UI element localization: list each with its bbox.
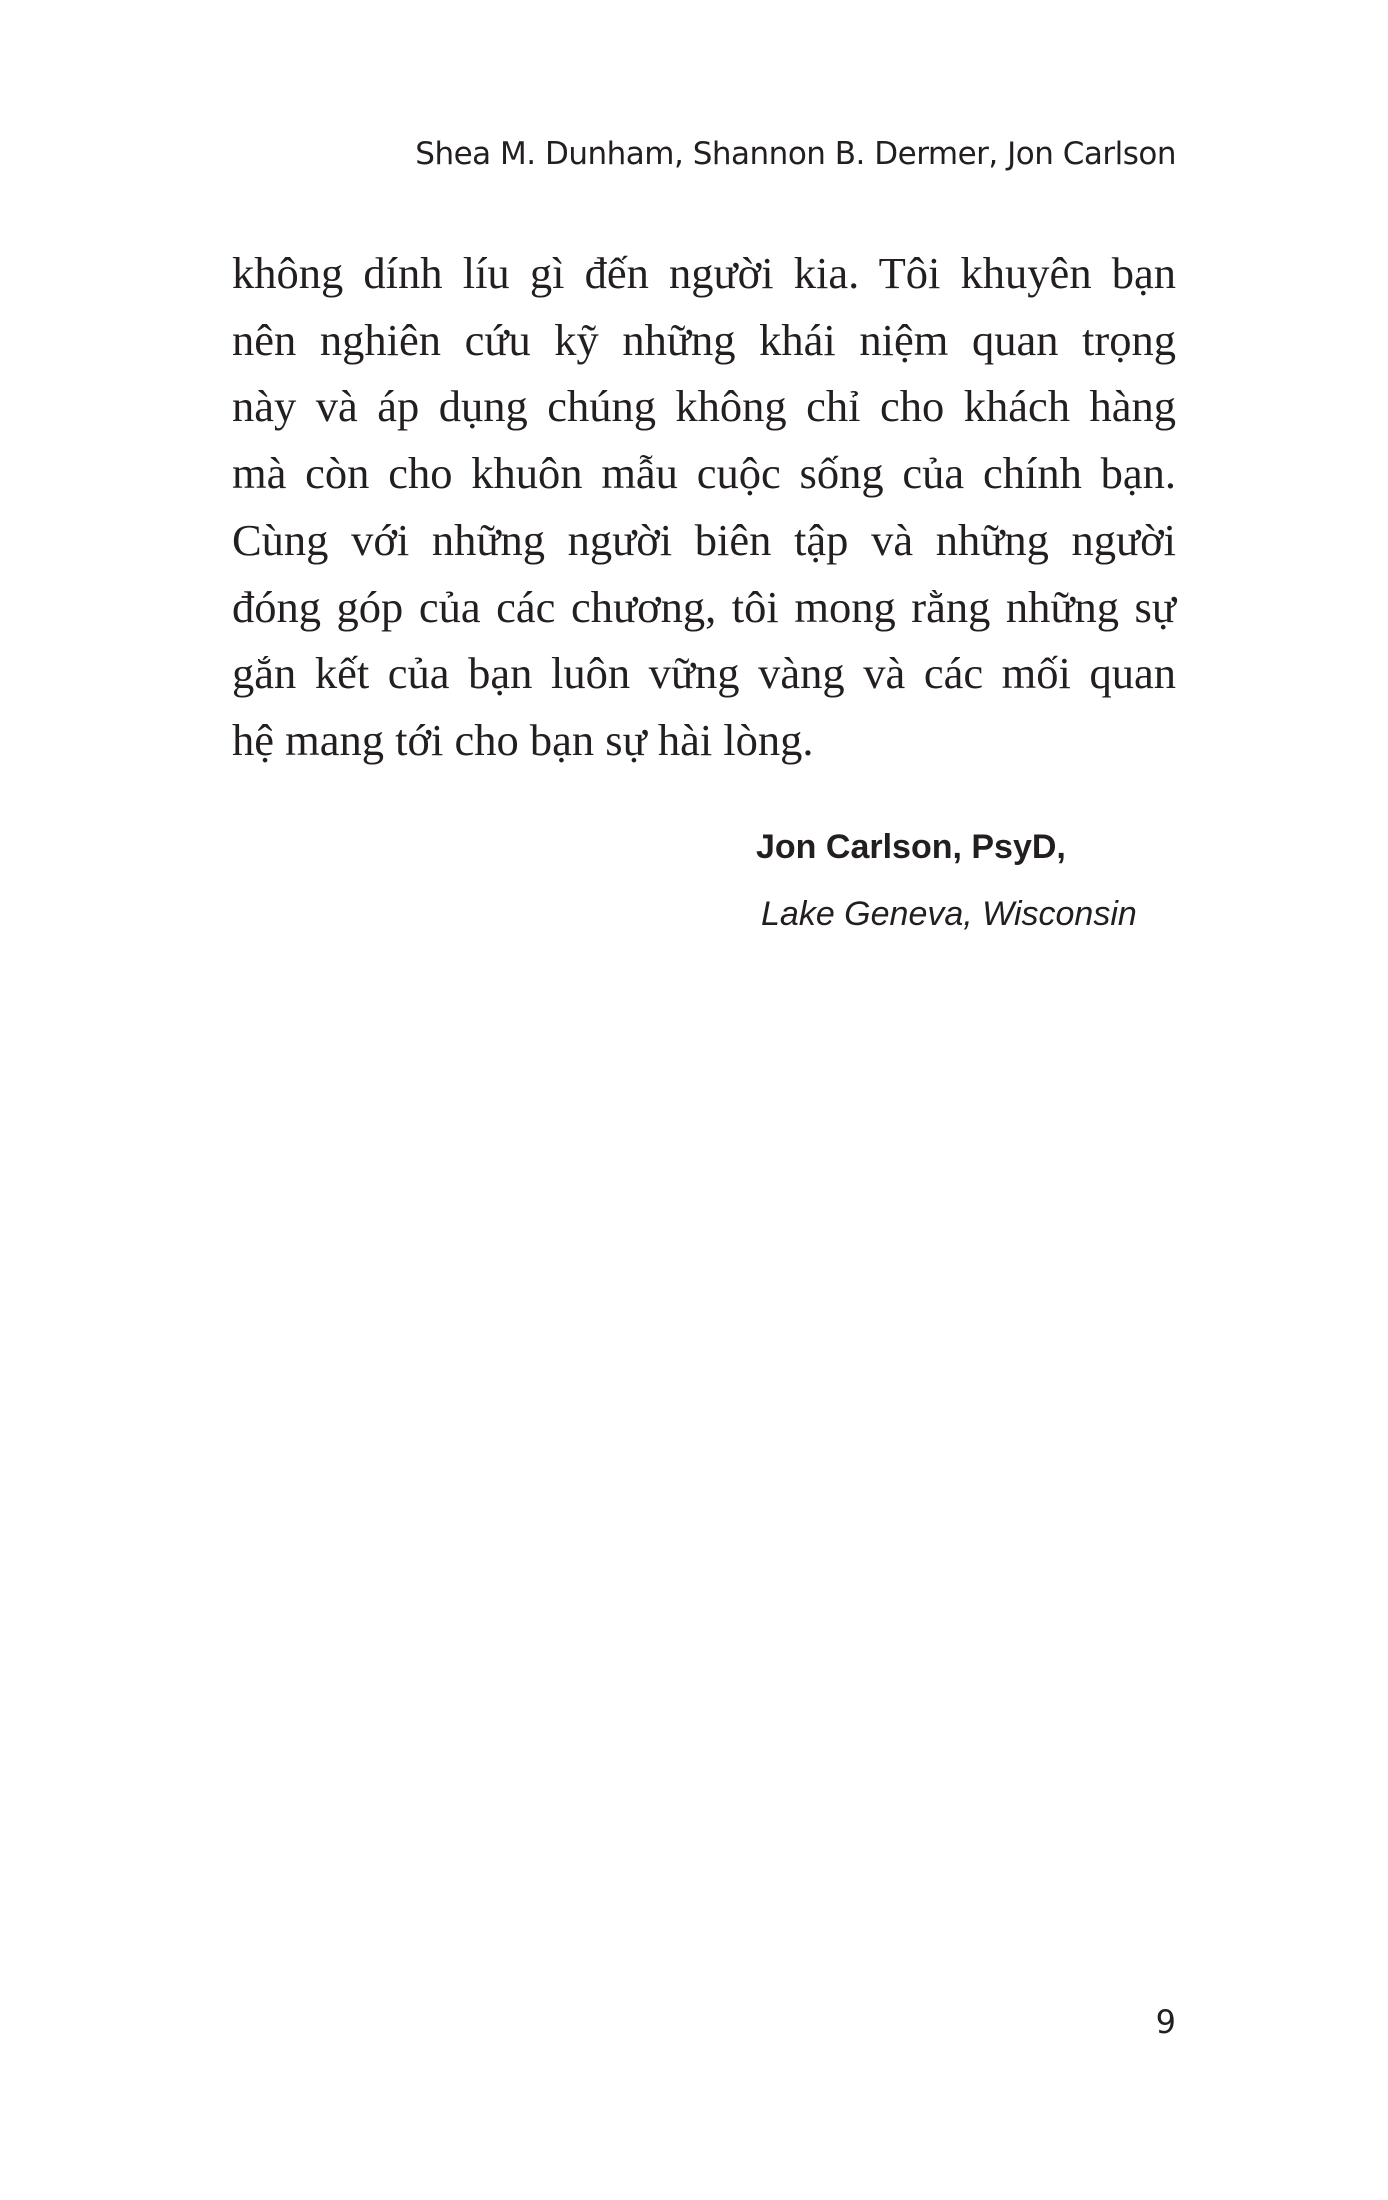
body-line: hệ mang tới cho bạn sự hài lòng.	[232, 714, 814, 765]
body-line: này và áp dụng chúng không chỉ cho khách hàng	[232, 381, 1176, 432]
page-number: 9	[1155, 2003, 1176, 2041]
body-line: mà còn cho khuôn mẫu cuộc sống của chính bạn.	[232, 448, 1176, 499]
body-line: không dính líu gì đến người kia. Tôi khuyên bạn	[232, 248, 1176, 298]
body-line: Cùng với những người biên tập và những người	[232, 514, 1176, 565]
signature-name: Jon Carlson, PsyD,	[756, 828, 1066, 866]
body-line: đóng góp của các chương, tôi mong rằng những sự	[232, 581, 1176, 632]
signature-location: Lake Geneva, Wisconsin	[761, 895, 1137, 933]
body-paragraph	[232, 240, 1176, 774]
body-line: gắn kết của bạn luôn vững vàng và các mối quan	[232, 648, 1176, 699]
running-header-authors: Shea M. Dunham, Shannon B. Dermer, Jon Carlson	[415, 136, 1176, 172]
body-line: nên nghiên cứu kỹ những khái niệm quan trọng	[232, 314, 1176, 365]
